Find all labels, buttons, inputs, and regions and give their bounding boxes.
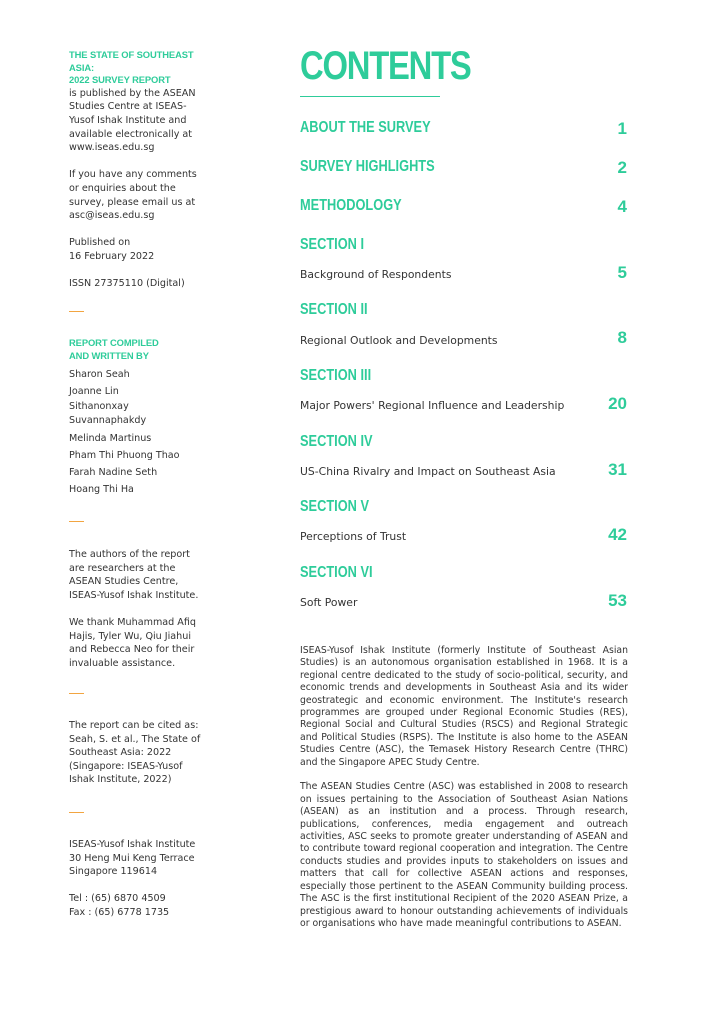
email-link[interactable]: asc@iseas.edu.sg	[69, 210, 155, 222]
address-block: ISEAS-Yusof Ishak Institute 30 Heng Mui Keng Terrace Singapore 119614 Tel : (65) 6870 4509 Fax : (65) 6778 1735	[69, 838, 204, 920]
toc-heading[interactable]: ABOUT THE SURVEY	[300, 119, 431, 136]
toc-page-number[interactable]: 42	[608, 525, 627, 544]
citation-note: The report can be cited as: Seah, S. et al., The State of Southeast Asia: 2022 (Singapore: ISEAS-Yusof Ishak Institute, 2022)	[69, 720, 201, 786]
toc-section-heading[interactable]: SECTION IV	[300, 433, 373, 450]
author-name: Farah Nadine Seth	[69, 467, 158, 479]
toc-page-number[interactable]: 4	[617, 197, 627, 216]
researchers-note: The authors of the report are researchers at the ASEAN Studies Centre, ISEAS-Yusof Ishak Institute. We thank Muhammad Afiq Hajis, Tyler Wu, Qiu Jiahui and Rebecca Neo for their invaluable assistance.	[69, 548, 204, 670]
toc-heading[interactable]: METHODOLOGY	[300, 197, 402, 214]
toc-section-title[interactable]: Background of Respondents	[300, 268, 452, 281]
toc-section-title[interactable]: Soft Power	[300, 596, 358, 609]
about-text	[300, 645, 628, 943]
toc-section-heading[interactable]: SECTION I	[300, 236, 365, 253]
asc-paragraph: The ASEAN Studies Centre (ASC) was established in 2008 to research on issues pertaining to the Association of Southeast Asian Nations (ASEAN) as an institution and a process. Through research, publications, conferences, media engagement and outreach activities, ASC seeks to promote greater understanding of ASEAN and to contribute toward regional cooperation and integration. The Centre conducts studies and provides inputs to stakeholders on issues and matters that call for collective ASEAN actions and responses, especially those pertinent to the ASEAN Community building process. The ASC is the first institutional Recipient of the 2020 ASEAN Prize, a prestigious award to honour outstanding achievements of individuals or organisations who have made meaningful contributions to ASEAN.	[300, 781, 628, 929]
compiled-heading: REPORT COMPILED AND WRITTEN BY	[69, 337, 159, 361]
author-name: Pham Thi Phuong Thao	[69, 450, 180, 462]
title-underline	[300, 96, 440, 97]
divider	[69, 812, 84, 813]
toc-section-title[interactable]: US-China Rivalry and Impact on Southeast Asia	[300, 465, 556, 478]
publisher-note: is published by the ASEAN Studies Centre at ISEAS- Yusof Ishak Institute and available electronically at www.iseas.edu.sg	[69, 87, 204, 155]
toc-page-number[interactable]: 1	[617, 119, 627, 138]
toc-page-number[interactable]: 2	[617, 158, 627, 177]
fax: Fax : (65) 6778 1735	[69, 906, 170, 918]
sidebar	[69, 49, 204, 291]
author-name: Sithanonxay Suvannaphakdy	[69, 401, 147, 426]
iseas-paragraph: ISEAS-Yusof Ishak Institute (formerly Institute of Southeast Asian Studies) is an autonomous organisation established in 1968. It is a regional centre dedicated to the study of socio-political, security, and economic trends and developments in Southeast Asia and its wider geostrategic and economic environment. The Institute's research programmes are grouped under Regional Economic Studies (RES), Regional Social and Cultural Studies (RSCS) and Regional Strategic and Political Studies (RSPS). The Institute is also home to the ASEAN Studies Centre (ASC), the Temasek History Research Centre (THRC) and the Singapore APEC Study Centre.	[300, 645, 628, 768]
telephone: Tel : (65) 6870 4509	[69, 893, 166, 905]
toc-section-heading[interactable]: SECTION V	[300, 498, 369, 515]
toc-page-number[interactable]: 20	[608, 394, 627, 413]
toc-page-number[interactable]: 5	[617, 263, 627, 282]
author-name: Sharon Seah	[69, 369, 130, 381]
authors-block	[69, 337, 204, 498]
toc-page-number[interactable]: 31	[608, 460, 627, 479]
website-link[interactable]: www.iseas.edu.sg	[69, 142, 155, 154]
author-name: Melinda Martinus	[69, 433, 152, 445]
report-title: THE STATE OF SOUTHEAST ASIA: 2022 SURVEY REPORT	[69, 49, 194, 86]
comments-note: If you have any comments or enquiries about the survey, please email us at asc@iseas.edu.sg	[69, 168, 204, 222]
published-date: Published on 16 February 2022	[69, 237, 155, 262]
toc-section-title[interactable]: Perceptions of Trust	[300, 530, 407, 543]
toc-section-title[interactable]: Major Powers' Regional Influence and Leadership	[300, 399, 565, 412]
toc-heading[interactable]: SURVEY HIGHLIGHTS	[300, 158, 435, 175]
toc-section-heading[interactable]: SECTION II	[300, 301, 368, 318]
issn: ISSN 27375110 (Digital)	[69, 278, 185, 290]
divider	[69, 311, 84, 312]
author-name: Hoang Thi Ha	[69, 484, 134, 496]
divider	[69, 521, 84, 522]
author-name: Joanne Lin	[69, 386, 119, 398]
toc-section-heading[interactable]: SECTION VI	[300, 564, 373, 581]
toc-page-number[interactable]: 8	[617, 328, 627, 347]
toc-page-number[interactable]: 53	[608, 591, 627, 610]
thanks-note: We thank Muhammad Afiq Hajis, Tyler Wu, Qiu Jiahui and Rebecca Neo for their invaluable assistance.	[69, 616, 197, 669]
toc-section-heading[interactable]: SECTION III	[300, 367, 372, 384]
divider	[69, 693, 84, 694]
page-title: CONTENTS	[300, 44, 471, 88]
toc-section-title[interactable]: Regional Outlook and Developments	[300, 334, 498, 347]
